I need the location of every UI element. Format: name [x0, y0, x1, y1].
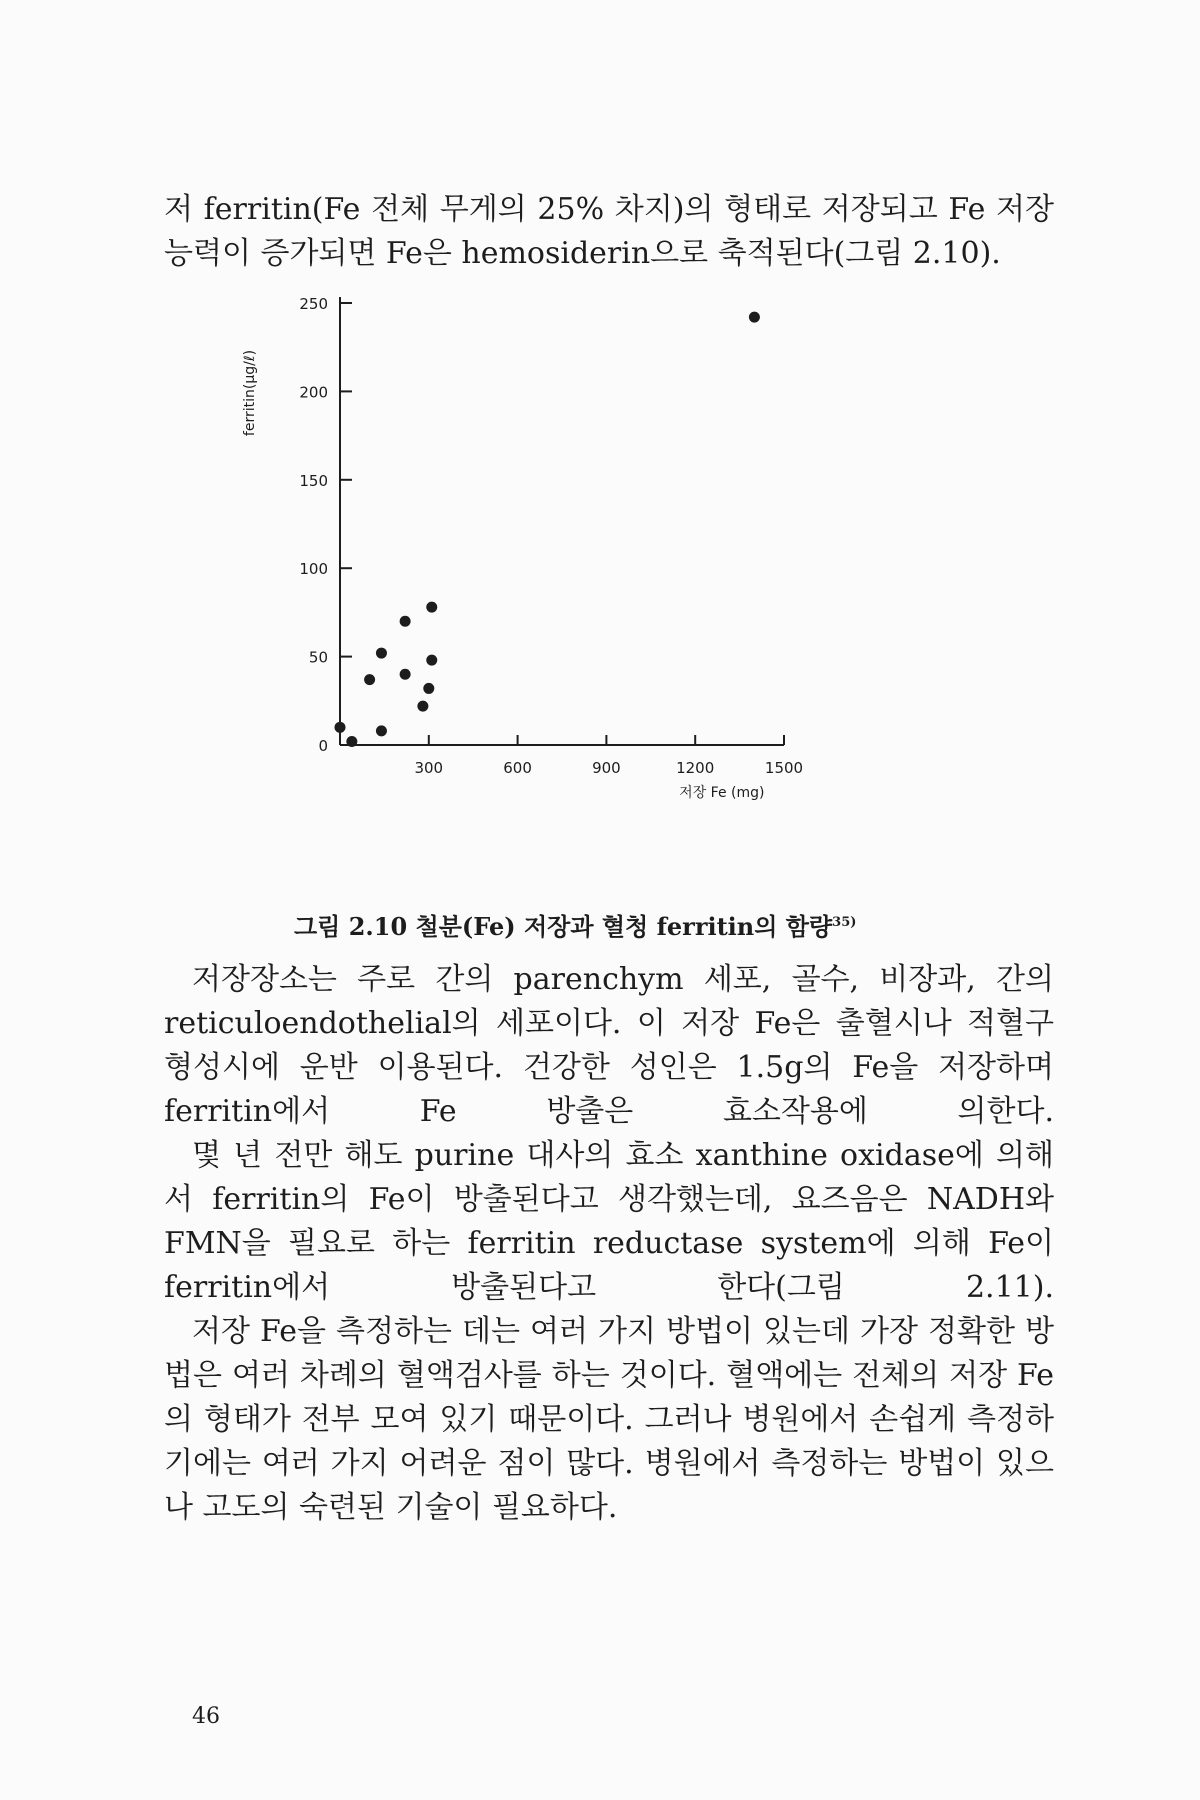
data-point: [426, 602, 437, 613]
x-tick-label: 900: [592, 759, 621, 777]
data-point: [400, 669, 411, 680]
x-tick-label: 1500: [764, 759, 804, 777]
y-tick-label: 250: [299, 295, 328, 313]
data-point: [376, 648, 387, 659]
y-tick-label: 0: [318, 737, 328, 755]
y-ticks: [299, 295, 352, 755]
scatter-chart: [236, 285, 804, 805]
figure-caption-ref: 35): [832, 915, 857, 930]
y-tick-label: 50: [308, 648, 328, 667]
data-points: [335, 312, 760, 747]
data-point: [423, 683, 434, 694]
page-number: 46: [192, 1704, 220, 1729]
data-point: [749, 312, 760, 323]
paragraph-intro: 저 ferritin(Fe 전체 무게의 25% 차지)의 형태로 저장되고 Fe 저장능력이 증가되면 Fe은 hemosiderin으로 축적된다(그림 2.10).: [164, 192, 1054, 271]
data-point: [335, 722, 346, 733]
paragraph-purine: 몇 년 전만 해도 purine 대사의 효소 xanthine oxidase에 의해서 ferritin의 Fe이 방출된다고 생각했는데, 요즈음은 NADH와 FMN을 필요로 하는 ferritin reductase system에 의해 Fe이 ferritin에서 방출된다고 한다(그림 2.11).: [164, 1138, 1054, 1305]
y-tick-label: 150: [299, 471, 328, 490]
figure-caption: [294, 907, 856, 942]
data-point: [400, 616, 411, 627]
x-axis-title: 저장 Fe (mg): [679, 785, 765, 801]
paragraph-measure: 저장 Fe을 측정하는 데는 여러 가지 방법이 있는데 가장 정확한 방법은 여러 차례의 혈액검사를 하는 것이다. 혈액에는 전체의 저장 Fe의 형태가 전부 모여 있기 때문이다. 그러나 병원에서 손쉽게 측정하기에는 여러 가지 어려운 점이 많다. 병원에서 측정하는 방법이 있으나 고도의 숙련된 기술이 필요하다.: [164, 1314, 1054, 1525]
data-point: [376, 725, 387, 736]
x-ticks: [414, 735, 803, 777]
paragraph-storage: 저장장소는 주로 간의 parenchym 세포, 골수, 비장과, 간의 reticuloendothelial의 세포이다. 이 저장 Fe은 출혈시나 적혈구 형성시에 운반 이용된다. 건강한 성인은 1.5g의 Fe을 저장하며 ferritin에서 Fe 방출은 효소작용에 의한다.: [164, 962, 1054, 1129]
x-tick-label: 600: [503, 759, 532, 777]
data-point: [426, 655, 437, 666]
data-point: [346, 736, 357, 747]
x-tick-label: 300: [414, 759, 444, 777]
data-point: [364, 674, 375, 685]
y-axis-title: ferritin(μg/ℓ): [242, 349, 258, 437]
y-tick-label: 200: [299, 383, 328, 402]
x-tick-label: 1200: [676, 759, 715, 777]
y-tick-label: 100: [299, 560, 328, 579]
figure-caption-text: 그림 2.10 철분(Fe) 저장과 혈청 ferritin의 함량: [294, 912, 833, 941]
data-point: [417, 701, 428, 712]
